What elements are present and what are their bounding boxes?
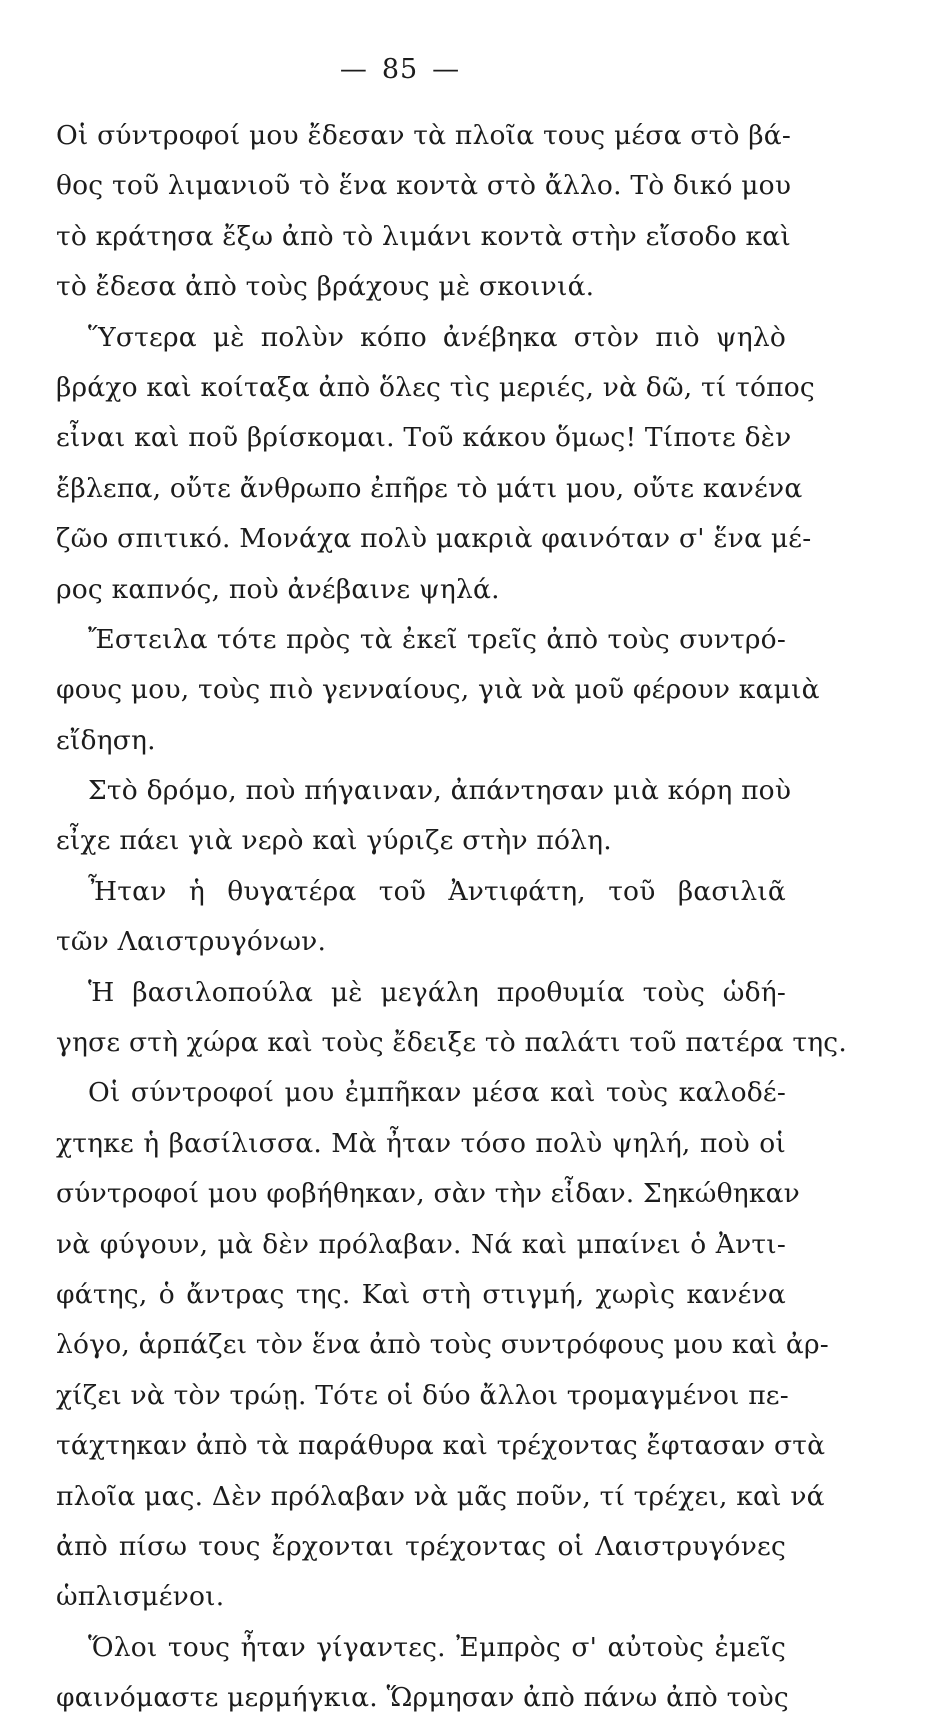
text-line: Ἡ βασιλοπούλα μὲ μεγάλη προθυμία τοὺς ὡδή-: [88, 976, 786, 1008]
text-line: θος τοῦ λιμανιοῦ τὸ ἕνα κοντὰ στὸ ἄλλο. Τὸ δικό μου: [56, 170, 792, 202]
text-line: ἔβλεπα, οὔτε ἄνθρωπο ἐπῆρε τὸ μάτι μου, οὔτε κανένα: [56, 472, 803, 504]
page-number-value: 85: [381, 54, 419, 85]
text-line: φάτης, ὁ ἄντρας της. Καὶ στὴ στιγμή, χωρὶς κανένα: [56, 1278, 786, 1310]
text-line: Ὕστερα μὲ πολὺν κόπο ἀνέβηκα στὸν πιὸ ψηλὸ: [88, 321, 786, 353]
text-line: ὡπλισμένοι.: [56, 1581, 225, 1613]
text-line: γησε στὴ χώρα καὶ τοὺς ἔδειξε τὸ παλάτι τοῦ πατέρα της.: [56, 1027, 847, 1059]
text-line: χίζει νὰ τὸν τρώῃ. Τότε οἱ δύο ἄλλοι τρομαγμένοι πε-: [56, 1379, 789, 1411]
text-line: τάχτηκαν ἀπὸ τὰ παράθυρα καὶ τρέχοντας ἔφτασαν στὰ: [56, 1430, 826, 1462]
text-line: Ἔστειλα τότε πρὸς τὰ ἐκεῖ τρεῖς ἀπὸ τοὺς συντρό-: [88, 623, 786, 655]
text-line: Στὸ δρόμο, ποὺ πήγαιναν, ἀπάντησαν μιὰ κόρη ποὺ: [88, 775, 792, 807]
text-line: βράχο καὶ κοίταξα ἀπὸ ὅλες τὶς μεριές, νὰ δῶ, τί τόπος: [56, 371, 815, 403]
text-line: ἀπὸ πίσω τους ἔρχονται τρέχοντας οἱ Λαιστρυγόνες: [56, 1530, 786, 1562]
text-line: τὸ κράτησα ἔξω ἀπὸ τὸ λιμάνι κοντὰ στὴν εἴσοδο καὶ: [56, 220, 791, 252]
text-line: Ἦταν ἡ θυγατέρα τοῦ Ἀντιφάτη, τοῦ βασιλιᾶ: [88, 875, 786, 907]
text-line: σύντροφοί μου φοβήθηκαν, σὰν τὴν εἶδαν. Σηκώθηκαν: [56, 1178, 800, 1210]
text-line: νὰ φύγουν, μὰ δὲν πρόλαβαν. Νά καὶ μπαίνει ὁ Ἀντι-: [56, 1228, 786, 1260]
text-line: εἶχε πάει γιὰ νερὸ καὶ γύριζε στὴν πόλη.: [56, 825, 612, 857]
text-line: πλοῖα μας. Δὲν πρόλαβαν νὰ μᾶς ποῦν, τί τρέχει, καὶ νά: [56, 1480, 825, 1512]
text-line: χτηκε ἡ βασίλισσα. Μὰ ἦταν τόσο πολὺ ψηλή, ποὺ οἱ: [56, 1127, 786, 1159]
text-line: Ὅλοι τους ἦταν γίγαντες. Ἐμπρὸς σ' αὐτοὺς ἐμεῖς: [88, 1631, 786, 1663]
text-line: φους μου, τοὺς πιὸ γενναίους, γιὰ νὰ μοῦ φέρουν καμιὰ: [56, 674, 820, 706]
text-line: Οἱ σύντροφοί μου ἐμπῆκαν μέσα καὶ τοὺς καλοδέ-: [88, 1077, 786, 1109]
page-number-dash-left: —: [339, 54, 368, 85]
text-line: τῶν Λαιστρυγόνων.: [56, 926, 327, 958]
page-number-dash-right: —: [432, 54, 461, 85]
text-line: εἶναι καὶ ποῦ βρίσκομαι. Τοῦ κάκου ὅμως! Τίποτε δὲν: [56, 422, 792, 454]
page-number: [0, 54, 800, 85]
text-line: εἴδηση.: [56, 724, 156, 756]
text-line: ρος καπνός, ποὺ ἀνέβαινε ψηλά.: [56, 573, 500, 605]
body-text: [56, 111, 847, 1724]
text-line: ζῶο σπιτικό. Μονάχα πολὺ μακριὰ φαινόταν σ' ἕνα μέ-: [56, 523, 812, 555]
text-line: τὸ ἔδεσα ἀπὸ τοὺς βράχους μὲ σκοινιά.: [56, 271, 595, 303]
text-line: Οἱ σύντροφοί μου ἔδεσαν τὰ πλοῖα τους μέσα στὸ βά-: [56, 120, 791, 151]
text-line: φαινόμαστε μερμήγκια. Ὥρμησαν ἀπὸ πάνω ἀπὸ τοὺς: [56, 1682, 789, 1714]
text-line: λόγο, ἁρπάζει τὸν ἕνα ἀπὸ τοὺς συντρόφους μου καὶ ἀρ-: [56, 1329, 829, 1361]
